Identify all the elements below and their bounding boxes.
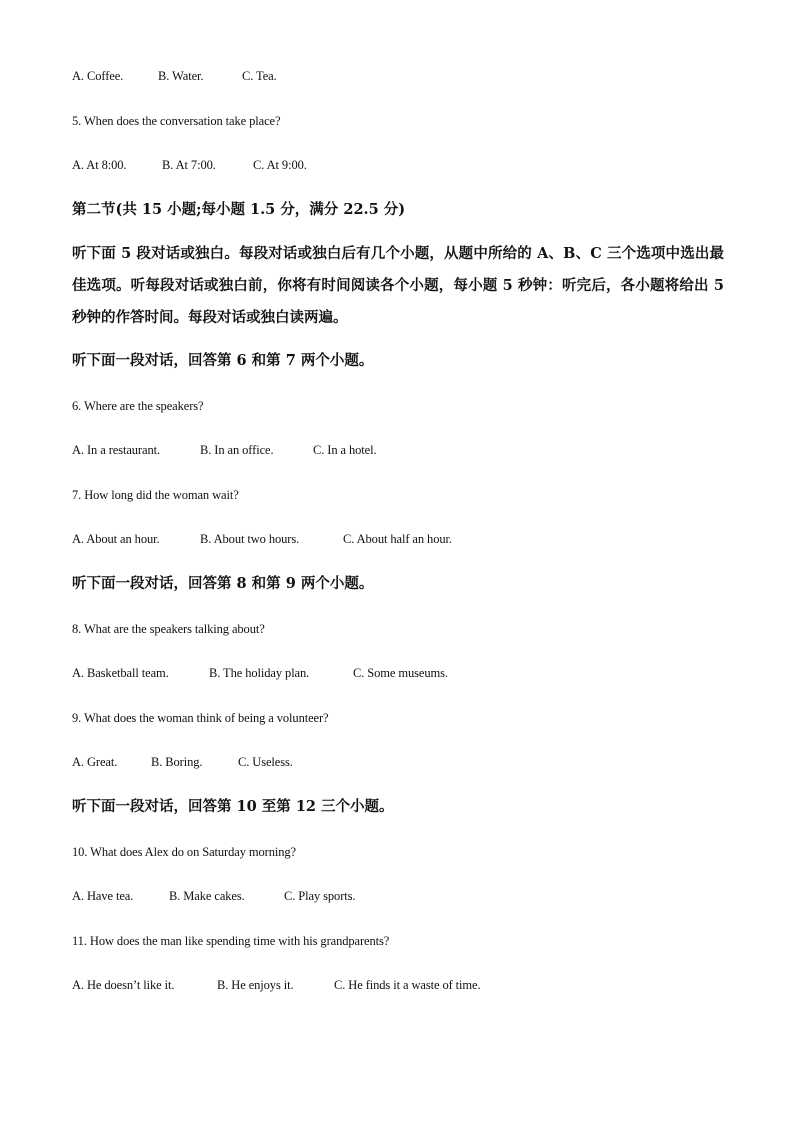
q4-option-b: B. Water.: [158, 69, 204, 83]
q5-option-a: A. At 8:00.: [72, 158, 127, 172]
q8-question: 8. What are the speakers talking about?: [72, 622, 265, 636]
q9-option-a: A. Great.: [72, 755, 118, 769]
q4-option-a: A. Coffee.: [72, 69, 124, 83]
section-instructions: 听下面 5 段对话或独白。每段对话或独白后有几个小题，从题中所给的 A、B、C 三个选项中选出最佳选项。听每段对话或独白前，你将有时间阅读各个小题，每小题 5 秒钟：听完后，各小题将给出 5 秒钟的作答时间。每段对话或独白读两遍。: [72, 245, 724, 326]
section-title: 第二节(共 15 小题;每小题 1.5 分，满分 22.5 分): [72, 201, 406, 218]
q11-question: 11. How does the man like spending time with his grandparents?: [72, 934, 390, 948]
q10-option-c: C. Play sports.: [284, 889, 356, 903]
q9-option-b: B. Boring.: [151, 755, 203, 769]
q7-option-b: B. About two hours.: [200, 532, 300, 546]
q7-options: [72, 531, 452, 547]
q6-options: [72, 442, 377, 458]
q8-options: [72, 665, 448, 681]
q11-option-a: A. He doesn’t like it.: [72, 978, 175, 992]
q4-option-c: C. Tea.: [242, 69, 277, 83]
q5-options: [72, 157, 307, 173]
q4-options: [72, 68, 277, 84]
group-heading-10-12: 听下面一段对话，回答第 10 至第 12 三个小题。: [72, 798, 394, 815]
q10-question: 10. What does Alex do on Saturday morning?: [72, 845, 297, 859]
q11-option-c: C. He finds it a waste of time.: [334, 978, 481, 992]
q10-options: [72, 888, 355, 904]
q6-option-a: A. In a restaurant.: [72, 443, 160, 457]
group-heading-8-9: 听下面一段对话，回答第 8 和第 9 两个小题。: [72, 575, 374, 592]
q9-question: 9. What does the woman think of being a volunteer?: [72, 711, 329, 725]
q8-option-b: B. The holiday plan.: [209, 666, 310, 680]
q9-options: [72, 754, 293, 770]
q7-option-c: C. About half an hour.: [343, 532, 452, 546]
q5-option-c: C. At 9:00.: [253, 158, 307, 172]
q7-question: 7. How long did the woman wait?: [72, 488, 239, 502]
q8-option-a: A. Basketball team.: [72, 666, 169, 680]
q6-option-b: B. In an office.: [200, 443, 274, 457]
q6-question: 6. Where are the speakers?: [72, 399, 204, 413]
q11-options: [72, 977, 481, 993]
group-heading-6-7: 听下面一段对话，回答第 6 和第 7 两个小题。: [72, 352, 374, 369]
q9-option-c: C. Useless.: [238, 755, 293, 769]
q8-option-c: C. Some museums.: [353, 666, 448, 680]
q5-question: 5. When does the conversation take place?: [72, 114, 281, 128]
q10-option-a: A. Have tea.: [72, 889, 134, 903]
q11-option-b: B. He enjoys it.: [217, 978, 294, 992]
q10-option-b: B. Make cakes.: [169, 889, 245, 903]
q5-option-b: B. At 7:00.: [162, 158, 216, 172]
q7-option-a: A. About an hour.: [72, 532, 160, 546]
q6-option-c: C. In a hotel.: [313, 443, 377, 457]
